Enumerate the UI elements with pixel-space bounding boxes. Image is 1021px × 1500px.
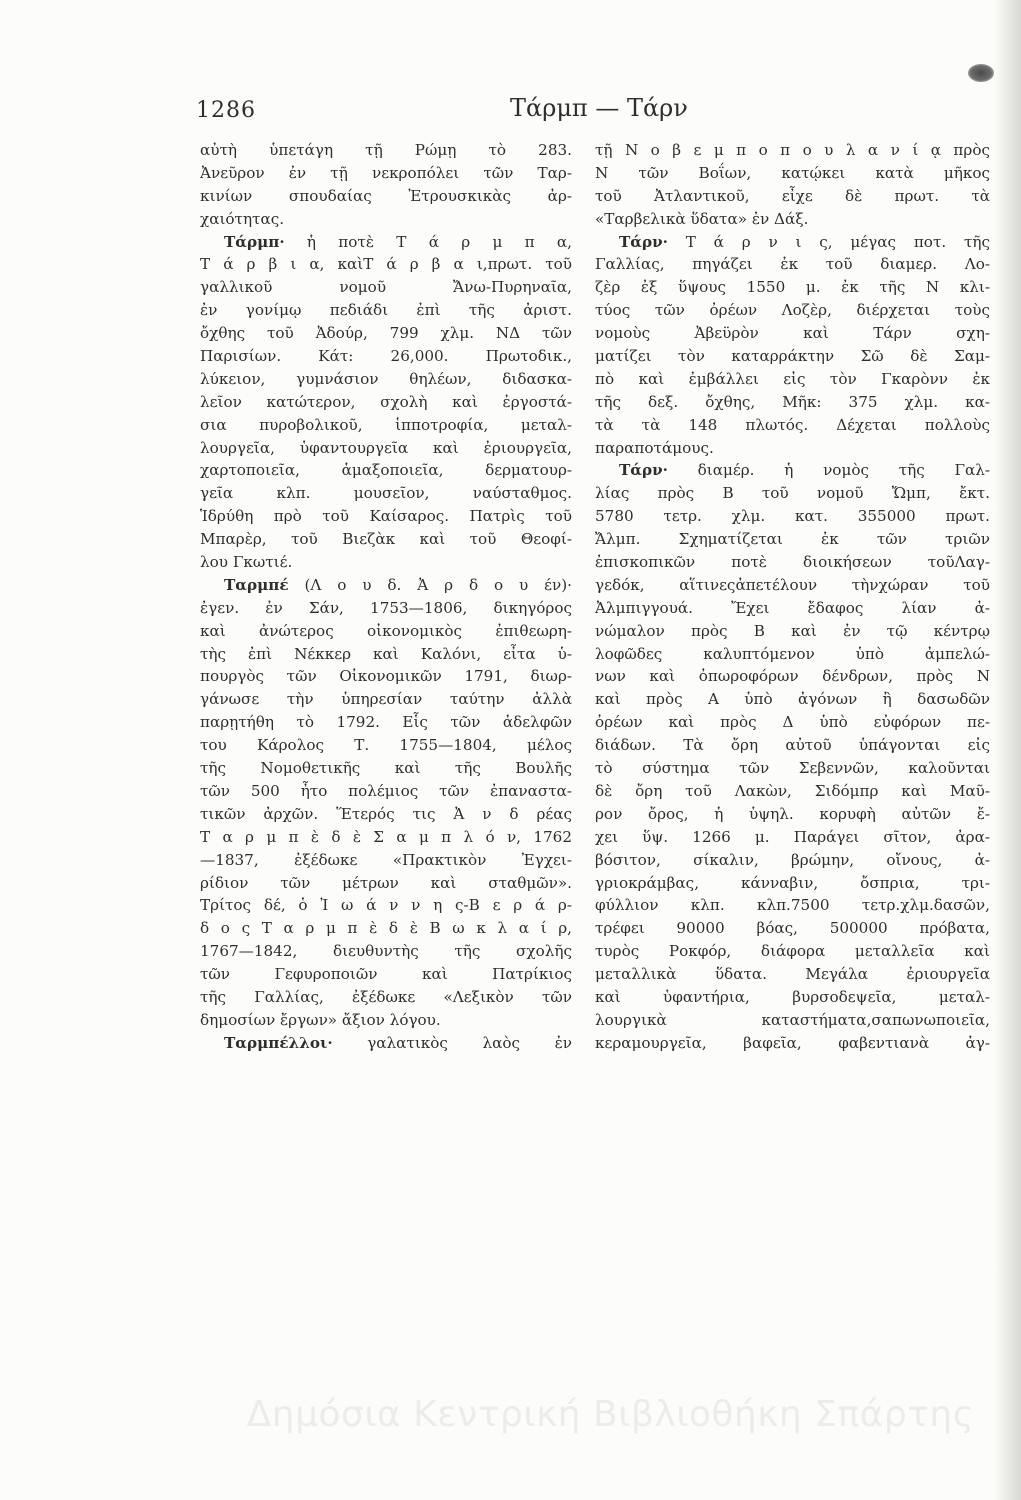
text-line (595, 162, 990, 185)
text-line (595, 620, 990, 643)
text-line (595, 528, 990, 551)
text-line (595, 1009, 990, 1032)
text-line (595, 231, 990, 254)
line-text: τῆς δεξ. ὄχθης, Μῆκ: 375 χλμ. κα- (595, 392, 990, 411)
text-line (200, 803, 572, 826)
text-line (200, 940, 572, 963)
line-text: Ἀνεῦρον ἐν τῇ νεκροπόλει τῶν Ταρ- (200, 163, 572, 182)
line-text: Ν τῶν Βοΐων, κατῴκει κατὰ μῆκος (595, 163, 990, 182)
line-text: λουργεῖα, ὑφαντουργεῖα καὶ ἐριουργεῖα, (200, 438, 572, 457)
line-text: λουργικὰ καταστήματα,σαπωνωποιεῖα, (595, 1010, 990, 1029)
line-text: (Λ ο υ δ. Ἀ ρ δ ο υ έν)· (288, 575, 572, 594)
text-line (595, 299, 990, 322)
text-line (200, 665, 572, 688)
text-line (200, 482, 572, 505)
line-text: καὶ πρὸς Α ὑπὸ ἀγόνων ἢ δασωδῶν (595, 690, 990, 709)
text-line (200, 917, 572, 940)
line-text: Τ α ρ μ π ὲ δ ὲ Σ α μ π λ ό ν, 1762 (200, 827, 572, 846)
text-line (595, 482, 990, 505)
text-line (595, 368, 990, 391)
text-line (595, 917, 990, 940)
text-line (595, 322, 990, 345)
text-line (595, 459, 990, 482)
text-line (595, 757, 990, 780)
line-text: Τρίτος δέ, ὁ Ἰ ω ά ν ν η ς-Β ε ρ ά ρ- (200, 896, 572, 915)
ink-blot (968, 64, 994, 82)
text-line (595, 872, 990, 895)
line-text: κεραμουργεῖα, βαφεῖα, φαβεντιανὰ ἀγ- (595, 1033, 990, 1052)
line-text: Ἀλμπιγγουά. Ἔχει ἔδαφος λίαν ἀ- (595, 598, 990, 617)
line-text: —1837, ἐξέδωκε «Πρακτικὸν Ἐγχει- (200, 850, 572, 869)
line-text: νομοὺς Ἀβεϋρὸν καὶ Τάρν σχη- (595, 324, 990, 343)
entry-headword: Τάρμπ· (224, 232, 285, 251)
line-text: πουργὸς τῶν Οἰκονομικῶν 1791, διωρ- (200, 667, 572, 686)
line-text: Μπαρὲρ, τοῦ Βιεζὰκ καὶ τοῦ Θεοφί- (200, 530, 572, 549)
text-line (200, 1032, 572, 1055)
line-text: 5780 τετρ. χλμ. κατ. 355000 πρωτ. (595, 507, 990, 526)
text-line (200, 322, 572, 345)
text-line (200, 643, 572, 666)
right-column (595, 139, 990, 1055)
line-text: ὄχθης τοῦ Ἀδούρ, 799 χλμ. ΝΔ τῶν (200, 324, 572, 343)
line-text: ὀρέων καὶ πρὸς Δ ὑπὸ εὐφόρων πε- (595, 713, 990, 732)
line-text: δὲ ὄρη τοῦ Λακὼν, Σιδόμπρ καὶ Μαῦ- (595, 781, 990, 800)
line-text: Παρισίων. Κάτ: 26,000. Πρωτοδικ., (200, 347, 572, 366)
text-line (595, 688, 990, 711)
line-text: γριοκράμβας, κάνναβιν, ὄσπρια, τρι- (595, 873, 990, 892)
text-line (595, 253, 990, 276)
line-text: νων καὶ ὀπωροφόρων δένδρων, πρὸς Ν (595, 667, 990, 686)
text-line (595, 185, 990, 208)
line-text: τῶν 500 ἦτο πολέμιος τῶν ἐπαναστα- (200, 781, 572, 800)
line-text: τὸ σύστημα τῶν Σεβεννῶν, καλοῦνται (595, 759, 990, 778)
line-text: πὸ καὶ ἐμβάλλει εἰς τὸν Γκαρὸνν ἐκ (595, 369, 990, 388)
line-text: τῶν Γεφυροποιῶν καὶ Πατρίκιος (200, 965, 572, 984)
text-line (595, 139, 990, 162)
text-line (200, 1009, 572, 1032)
line-text: αὐτὴ ὑπετάγη τῇ Ρώμῃ τὸ 283. (200, 141, 572, 159)
text-line (595, 551, 990, 574)
line-text: τοῦ Ἀτλαντικοῦ, εἶχε δὲ πρωτ. τὰ (595, 186, 990, 205)
text-line (200, 276, 572, 299)
text-line (200, 986, 572, 1009)
line-text: χει ὕψ. 1266 μ. Παράγει σῖτον, ἀρα- (595, 827, 990, 846)
line-text: γάνωσε τὴν ὑπηρεσίαν ταύτην ἀλλὰ (200, 690, 572, 709)
line-text: γεῖα κλπ. μουσεῖον, ναύσταθμος. (200, 484, 572, 503)
text-line (595, 505, 990, 528)
text-line (595, 711, 990, 734)
text-line (200, 528, 572, 551)
line-text: Γαλλίας, πηγάζει ἐκ τοῦ διαμερ. Λο- (595, 255, 990, 274)
text-line (595, 643, 990, 666)
line-text: λίας πρὸς Β τοῦ νομοῦ Ὤμπ, ἔκτ. (595, 484, 990, 503)
line-text: τικῶν ἀρχῶν. Ἕτερός τις Ἀ ν δ ρέας (200, 804, 572, 823)
text-line (595, 894, 990, 917)
line-text: ρίδιον τῶν μέτρων καὶ σταθμῶν». (200, 873, 572, 892)
text-line (595, 414, 990, 437)
text-line (200, 253, 572, 276)
text-line (595, 437, 990, 460)
line-text: Ἄλμπ. Σχηματίζεται ἐκ τῶν τριῶν (595, 530, 990, 549)
text-line (200, 231, 572, 254)
line-text: Τ ά ρ β ι α, καὶΤ ά ρ β α ι,πρωτ. τοῦ (200, 255, 572, 274)
line-text: καὶ ὑφαντήρια, βυρσοδεψεῖα, μεταλ- (595, 987, 990, 1006)
text-line (200, 757, 572, 780)
text-line (200, 391, 572, 414)
text-line (200, 597, 572, 620)
text-line (595, 597, 990, 620)
text-line (200, 345, 572, 368)
line-text: διάδων. Τὰ ὄρη αὐτοῦ ὑπάγονται εἰς (595, 736, 990, 755)
text-line (200, 505, 572, 528)
text-line (200, 574, 572, 597)
left-column (200, 139, 572, 1055)
line-text: τὴς ἐπὶ Νέκκερ καὶ Καλόνι, εἶτα ὑ- (200, 644, 572, 663)
text-line (200, 688, 572, 711)
line-text: κινίων σπουδαίας Ἐτρουσκικὰς ἀρ- (200, 186, 572, 205)
text-line (595, 208, 990, 231)
line-text: 1767—1842, διευθυντὴς τῆς σχολῆς (200, 942, 572, 961)
line-text: δημοσίων ἔργων» ἄξιον λόγου. (200, 1010, 441, 1029)
entry-headword: Τάρν· (619, 461, 668, 480)
text-line (595, 780, 990, 803)
line-text: Τ ά ρ ν ι ς, μέγας ποτ. τῆς (667, 232, 990, 251)
entry-headword: Ταρμπέλλοι· (224, 1033, 333, 1052)
text-line (200, 299, 572, 322)
line-text: ἐπισκοπικῶν ποτὲ διοικήσεων τοῦΛαγ- (595, 553, 990, 572)
text-line (200, 963, 572, 986)
line-text: τύος τῶν ὀρέων Λοζὲρ, διέρχεται τοὺς (595, 301, 990, 320)
text-line (595, 1032, 990, 1055)
text-line (200, 368, 572, 391)
line-text: λου Γκωτιέ. (200, 553, 293, 572)
line-text: τῆς Νομοθετικῆς καὶ τῆς Βουλῆς (200, 759, 572, 778)
line-text: τυρὸς Ροκφόρ, διάφορα μεταλλεῖα καὶ (595, 942, 990, 961)
line-text: γαλατικὸς λαὸς ἐν (332, 1033, 572, 1052)
entry-headword: Τάρν· (619, 232, 668, 251)
library-watermark: Δημόσια Κεντρική Βιβλιοθήκη Σπάρτης (246, 1394, 975, 1435)
line-text: ματίζει τὸν καταρράκτην Σῶ δὲ Σαμ- (595, 347, 990, 366)
line-text: διαμέρ. ἡ νομὸς τῆς Γαλ- (667, 461, 990, 480)
text-line (595, 276, 990, 299)
text-line (200, 849, 572, 872)
text-line (200, 208, 572, 231)
line-text: γαλλικοῦ νομοῦ Ἄνω-Πυρηναῖα, (200, 278, 572, 297)
line-text: Ἱδρύθη πρὸ τοῦ Καίσαρος. Πατρὶς τοῦ (200, 507, 572, 526)
text-line (200, 437, 572, 460)
line-text: του Κάρολος Τ. 1755—1804, μέλος (200, 736, 572, 755)
text-line (200, 139, 572, 162)
line-text: λεῖον κατώτερον, σχολὴ καὶ ἐργοστά- (200, 392, 572, 411)
line-text: ἐγεν. ἐν Σάν, 1753—1806, δικηγόρος (200, 598, 572, 617)
text-line (595, 826, 990, 849)
line-text: δ ο ς Τ α ρ μ π ὲ δ ὲ Β ω κ λ α ί ρ, (200, 919, 572, 938)
line-text: τῆς Γαλλίας, ἐξέδωκε «Λεξικὸν τῶν (200, 987, 572, 1006)
text-line (200, 780, 572, 803)
text-line (595, 345, 990, 368)
text-line (200, 711, 572, 734)
text-line (200, 894, 572, 917)
text-line (595, 734, 990, 757)
running-head: Τάρμπ — Τάρν (510, 94, 688, 122)
text-line (200, 872, 572, 895)
line-text: ζὲρ ἐξ ὕψους 1550 μ. ἐκ τῆς Ν κλι- (595, 278, 990, 297)
text-line (200, 162, 572, 185)
text-line (595, 665, 990, 688)
line-text: λοφῶδες καλυπτόμενον ὑπὸ ἀμπελώ- (595, 644, 990, 663)
text-line (595, 986, 990, 1009)
line-text: ἡ ποτὲ Τ ά ρ μ π α, (284, 232, 572, 251)
line-text: μεταλλικὰ ὕδατα. Μεγάλα ἐριουργεῖα (595, 965, 990, 984)
text-line (200, 185, 572, 208)
line-text: τὰ τὰ 148 πλωτός. Δέχεται πολλοὺς (595, 415, 990, 434)
line-text: τῇ Ν ο β ε μ π ο π ο υ λ α ν ί ᾳ πρὸς (595, 141, 990, 159)
text-line (595, 849, 990, 872)
line-text: βόσιτον, σίκαλιν, βρώμην, οἴνους, ἀ- (595, 850, 990, 869)
text-line (200, 459, 572, 482)
line-text: φύλλιον κλπ. κλπ.7500 τετρ.χλμ.δασῶν, (595, 896, 990, 915)
line-text: νώμαλον πρὸς Β καὶ ἐν τῷ κέντρῳ (595, 621, 990, 640)
text-line (595, 391, 990, 414)
text-line (200, 414, 572, 437)
line-text: γεδόκ, αἵτινεςἀπετέλουν τὴνχώραν τοῦ (595, 575, 990, 594)
line-text: παραποτάμους. (595, 438, 714, 457)
entry-headword: Ταρμπέ (224, 575, 289, 594)
text-line (595, 803, 990, 826)
text-line (595, 574, 990, 597)
line-text: χαιότητας. (200, 209, 285, 228)
text-line (595, 940, 990, 963)
line-text: παρῃτήθη τὸ 1792. Εἷς τῶν ἀδελφῶν (200, 713, 572, 732)
page-edge-shadow (994, 0, 1021, 1500)
line-text: χαρτοποιεῖα, ἁμαξοποιεῖα, δερματουρ- (200, 461, 572, 480)
page-number: 1286 (196, 98, 256, 123)
text-line (595, 963, 990, 986)
line-text: καὶ ἀνώτερος οἰκονομικὸς ἐπιθεωρη- (200, 621, 572, 640)
line-text: λύκειον, γυμνάσιον θηλέων, διδασκα- (200, 369, 572, 388)
line-text: ρον ὄρος, ἡ ὑψηλ. κορυφὴ αὐτῶν ἔ- (595, 804, 990, 823)
text-line (200, 551, 572, 574)
line-text: τρέφει 90000 βόας, 500000 πρόβατα, (595, 919, 990, 938)
text-line (200, 734, 572, 757)
text-line (200, 620, 572, 643)
line-text: ἐν γονίμῳ πεδιάδι ἐπὶ τῆς ἀριστ. (200, 301, 572, 320)
line-text: σια πυροβολικοῦ, ἱπποτροφία, μεταλ- (200, 415, 572, 434)
text-line (200, 826, 572, 849)
line-text: «Ταρβελικὰ ὕδατα» ἐν Δάξ. (595, 209, 809, 228)
